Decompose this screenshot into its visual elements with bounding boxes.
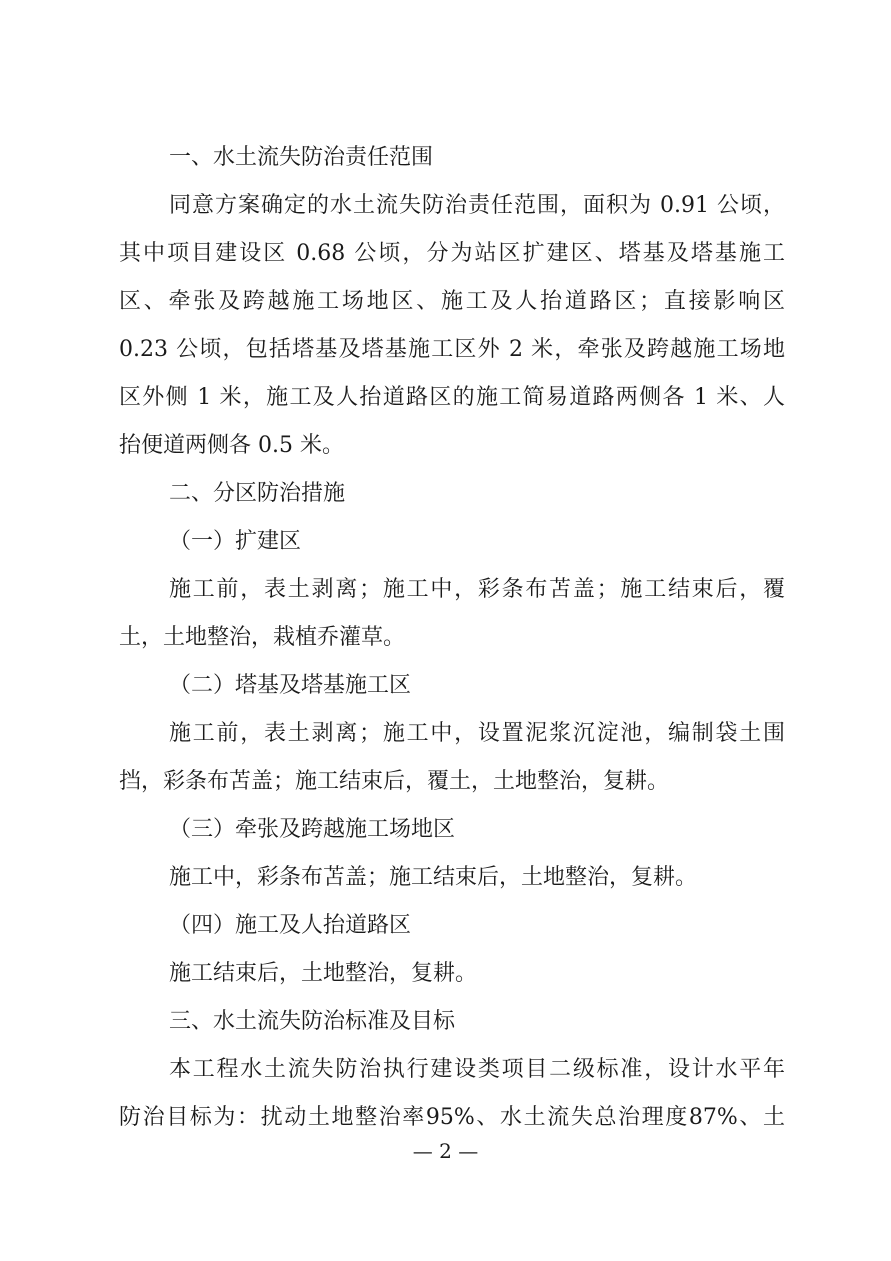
section-heading-1: 一、水土流失防治责任范围 xyxy=(169,145,434,170)
paragraph-line: 施工前，表土剥离；施工中，设置泥浆沉淀池，编制袋土围 xyxy=(169,721,785,746)
paragraph-line: 其中项目建设区 0.68 公顷，分为站区扩建区、塔基及塔基施工 xyxy=(119,241,785,266)
paragraph-line: 0.23 公顷，包括塔基及塔基施工区外 2 米，牵张及跨越施工场地 xyxy=(119,337,785,362)
paragraph-line: 区、牵张及跨越施工场地区、施工及人抬道路区；直接影响区 xyxy=(119,289,785,314)
page-number: — 2 — xyxy=(412,1139,479,1163)
paragraph-line: 施工结束后，土地整治，复耕。 xyxy=(169,961,478,986)
paragraph-line: 区外侧 1 米，施工及人抬道路区的施工简易道路两侧各 1 米、人 xyxy=(119,385,785,410)
paragraph-line: 同意方案确定的水土流失防治责任范围，面积为 0.91 公顷， xyxy=(169,193,785,218)
paragraph-line: 挡，彩条布苫盖；施工结束后，覆土，土地整治，复耕。 xyxy=(119,769,670,794)
paragraph-line: 防治目标为：扰动土地整治率95%、水土流失总治理度87%、土 xyxy=(119,1105,785,1130)
subsection-heading: （四）施工及人抬道路区 xyxy=(169,913,412,938)
paragraph-line: 抬便道两侧各 0.5 米。 xyxy=(119,433,344,458)
paragraph-line: 土，土地整治，栽植乔灌草。 xyxy=(119,625,406,650)
section-heading-2: 二、分区防治措施 xyxy=(169,481,346,506)
subsection-heading: （二）塔基及塔基施工区 xyxy=(169,673,412,698)
subsection-heading: （一）扩建区 xyxy=(169,529,302,554)
paragraph-line: 施工前，表土剥离；施工中，彩条布苫盖；施工结束后，覆 xyxy=(169,577,785,602)
paragraph-line: 本工程水土流失防治执行建设类项目二级标准，设计水平年 xyxy=(169,1057,785,1082)
subsection-heading: （三）牵张及跨越施工场地区 xyxy=(169,817,456,842)
section-heading-3: 三、水土流失防治标准及目标 xyxy=(169,1009,456,1034)
paragraph-line: 施工中，彩条布苫盖；施工结束后，土地整治，复耕。 xyxy=(169,865,698,890)
